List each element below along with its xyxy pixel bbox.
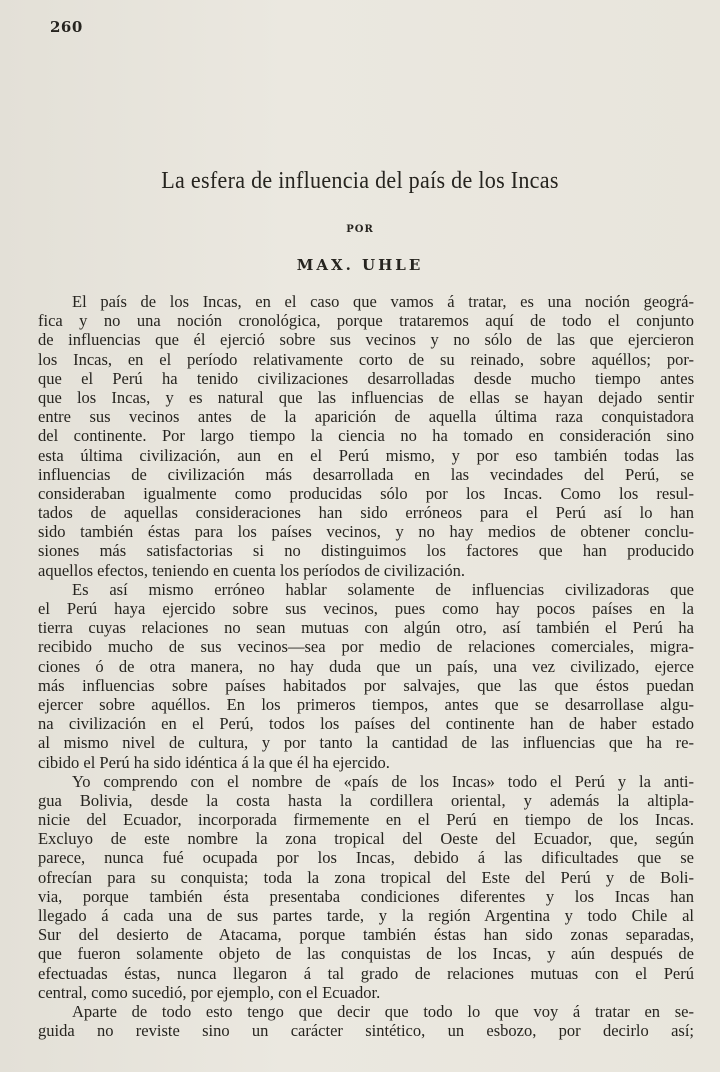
text-line: al mismo nivel de cultura, y por tanto la cantidad de las influencias que ha re- bbox=[38, 733, 694, 753]
text-line: influencias de civilización más desarrollada en las vecindades del Perú, se bbox=[38, 464, 694, 484]
text-line: nicie del Ecuador, incorporada firmemente en el Perú en tiempo de los Incas. bbox=[38, 810, 694, 830]
text-line: los Incas, en el período relativamente corto de su reinado, sobre aquéllos; por- bbox=[38, 349, 694, 369]
text-line: El país de los Incas, en el caso que vamos á tratar, es una noción geográ- bbox=[72, 292, 694, 311]
text-line: recibido mucho de sus vecinos—sea por medio de relaciones comerciales, migra- bbox=[38, 637, 694, 657]
paragraph bbox=[38, 1002, 694, 1040]
paragraph bbox=[38, 772, 694, 1002]
text-line: tierra cuyas relaciones no sean mutuas con algún otro, así también el Perú ha bbox=[38, 618, 694, 638]
text-line: siones más satisfactorias si no distinguimos los factores que han producido bbox=[38, 541, 694, 561]
text-line: gua Bolivia, desde la costa hasta la cordillera oriental, y además la altipla- bbox=[38, 790, 694, 810]
text-line: ofrecían para su conquista; toda la zona tropical del Este del Perú y de Boli- bbox=[38, 867, 694, 887]
text-line: Excluyo de este nombre la zona tropical del Oeste del Ecuador, que, según bbox=[38, 829, 694, 849]
text-line: esta última civilización, aun en el Perú mismo, y por eso también todas las bbox=[38, 445, 694, 465]
text-line: guida no reviste sino un carácter sintético, un esbozo, por decirlo así; bbox=[38, 1021, 694, 1041]
text-line: de influencias que él ejerció sobre sus vecinos y no sólo de las que ejercieron bbox=[38, 330, 694, 350]
text-line: aquellos efectos, teniendo en cuenta los períodos de civilización. bbox=[38, 560, 466, 580]
text-line: tados de aquellas consideraciones han sido erróneos para el Perú así lo han bbox=[38, 503, 694, 523]
text-line: llegado á cada una de sus partes tarde, y la región Argentina y todo Chile al bbox=[38, 906, 694, 925]
text-line: Sur del desierto de Atacama, porque también éstas han sido zonas separadas, bbox=[38, 925, 694, 945]
byline-por: POR bbox=[346, 224, 374, 235]
text-line: via, porque también ésta presentaba condiciones diferentes y los Incas han bbox=[38, 886, 694, 906]
text-line: que fueron solamente objeto de las conquistas de los Incas, y aún después de bbox=[38, 944, 694, 964]
text-line: cibido el Perú ha sido idéntica á la que él ha ejercido. bbox=[38, 752, 390, 772]
text-line: consideraban igualmente como producidas sólo por los Incas. Como los resul- bbox=[38, 483, 694, 503]
text-line: más influencias sobre países habitados por salvajes, que las que éstos puedan bbox=[38, 675, 694, 695]
text-line: central, como sucedió, por ejemplo, con el Ecuador. bbox=[38, 982, 381, 1002]
text-line: fica y no una noción cronológica, porque trataremos aquí de todo el conjunto bbox=[38, 311, 694, 331]
text-line: parece, nunca fué ocupada por los Incas, debido á las dificultades que se bbox=[38, 848, 694, 868]
text-line: ciones ó de otra manera, no hay duda que un país, una vez civilizado, ejerce bbox=[38, 656, 694, 676]
text-line: que los Incas, y es natural que las influencias de ellas se hayan dejado sentir bbox=[38, 387, 694, 407]
paragraph bbox=[38, 580, 694, 772]
text-line: entre sus vecinos antes de la aparición de aquella última raza conquistadora bbox=[38, 407, 694, 427]
text-line: sido también éstas para los países vecinos, y no hay medios de obtener conclu- bbox=[38, 522, 694, 542]
text-line: ejercer sobre aquéllos. En los primeros tiempos, antes que se desarrollase algu- bbox=[38, 694, 694, 714]
text-line: el Perú haya ejercido sobre sus vecinos, pues como hay pocos países en la bbox=[38, 599, 694, 618]
author-name: MAX. UHLE bbox=[296, 256, 424, 274]
text-line: efectuadas éstas, nunca llegaron á tal grado de relaciones mutuas con el Perú bbox=[38, 963, 694, 983]
paragraph bbox=[38, 292, 694, 580]
article-title: La esfera de influencia del país de los Incas bbox=[161, 168, 559, 194]
text-line: del continente. Por largo tiempo la ciencia no ha tomado en consideración sino bbox=[38, 426, 694, 446]
text-line: que el Perú ha tenido civilizaciones desarrolladas desde mucho tiempo antes bbox=[38, 368, 694, 388]
text-line: Es así mismo erróneo hablar solamente de influencias civilizadoras que bbox=[72, 579, 694, 599]
text-line: Aparte de todo esto tengo que decir que todo lo que voy á tratar en se- bbox=[72, 1001, 694, 1021]
text-line: Yo comprendo con el nombre de «país de los Incas» todo el Perú y la anti- bbox=[72, 771, 694, 791]
article-body bbox=[38, 292, 694, 1040]
page-number: 260 bbox=[50, 18, 83, 36]
text-line: na civilización en el Perú, todos los países del continente han de haber estado bbox=[38, 714, 694, 734]
